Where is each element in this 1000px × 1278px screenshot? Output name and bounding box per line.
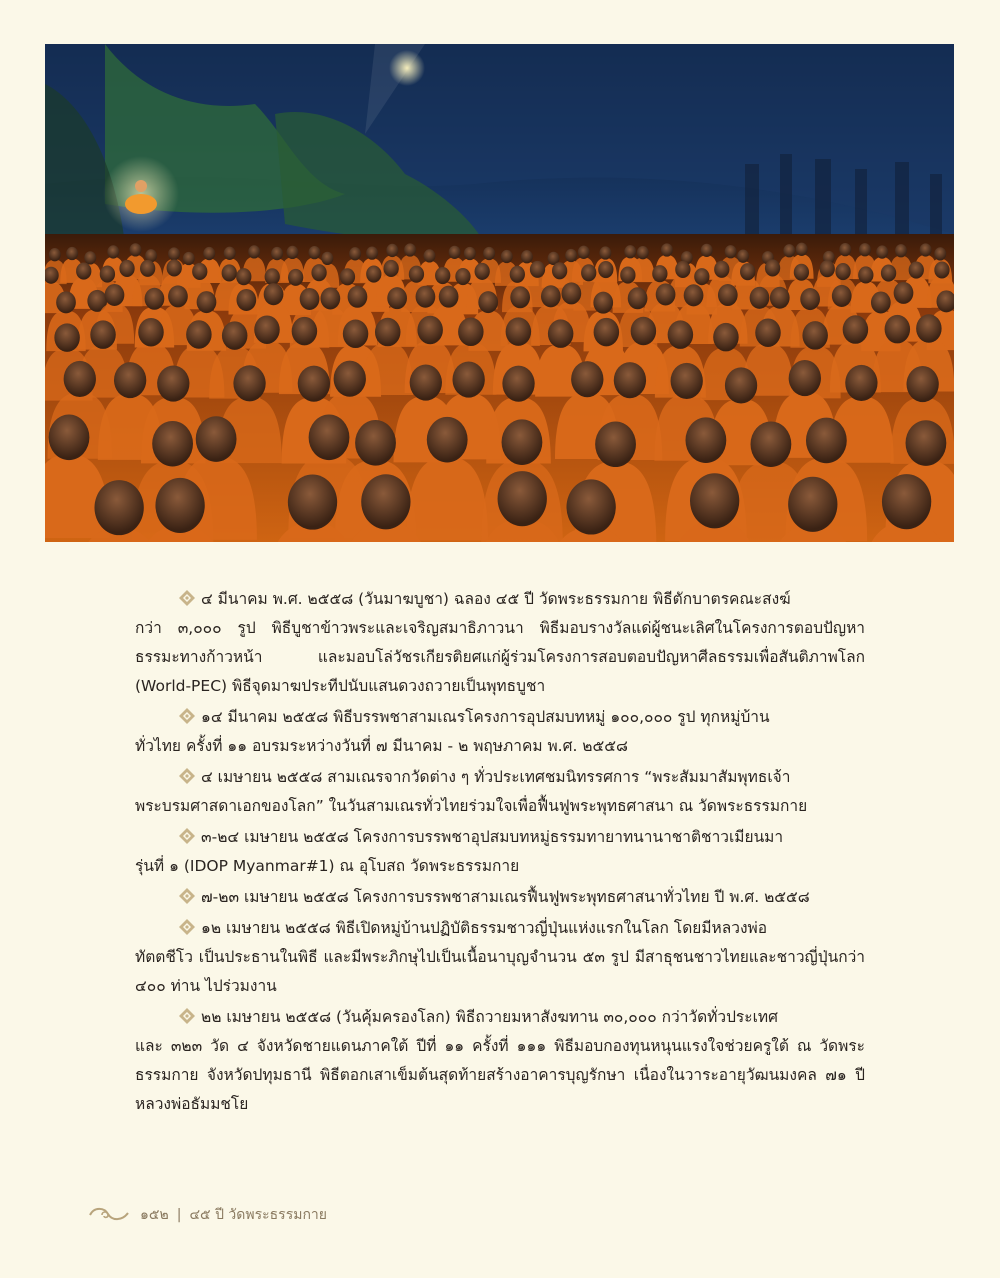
event-paragraph — [135, 914, 865, 1001]
swirl-ornament-icon — [88, 1205, 132, 1225]
paragraph-lead-text: ๔ มีนาคม พ.ศ. ๒๕๕๘ (วันมาฆบูชา) ฉลอง ๔๕ ปี วัดพระธรรมกาย พิธีตักบาตรคณะสงฆ์ — [201, 590, 791, 608]
diamond-ornament-icon — [179, 888, 195, 904]
paragraph-first-line — [135, 914, 865, 943]
event-paragraph — [135, 1003, 865, 1119]
paragraph-lead-text: ๓-๒๔ เมษายน ๒๕๕๘ โครงการบรรพชาอุปสมบทหมู่ธรรมทายาทนานาชาติชาวเมียนมา — [201, 828, 784, 846]
diamond-ornament-icon — [179, 1008, 195, 1024]
diamond-ornament-icon — [179, 708, 195, 724]
book-title: ๔๕ ปี วัดพระธรรมกาย — [189, 1207, 327, 1223]
diamond-ornament-icon — [179, 590, 195, 606]
paragraph-lead-text: ๒๒ เมษายน ๒๕๕๘ (วันคุ้มครองโลก) พิธีถวายมหาสังฆทาน ๓๐,๐๐๐ กว่าวัดทั่วประเทศ — [201, 1008, 778, 1026]
hero-photo — [45, 44, 954, 542]
event-paragraph — [135, 585, 865, 701]
paragraph-first-line — [135, 883, 865, 912]
paragraph-first-line — [135, 823, 865, 852]
page-number: ๑๕๒ — [140, 1207, 169, 1223]
paragraph-lead-text: ๔ เมษายน ๒๕๕๘ สามเณรจากวัดต่าง ๆ ทั่วประเทศชมนิทรรศการ “พระสัมมาสัมพุทธเจ้า — [201, 768, 791, 786]
paragraph-lead-text: ๑๒ เมษายน ๒๕๕๘ พิธีเปิดหมู่บ้านปฏิบัติธรรมชาวญี่ปุ่นแห่งแรกในโลก โดยมีหลวงพ่อ — [201, 919, 768, 937]
event-paragraph — [135, 823, 865, 881]
paragraph-first-line — [135, 763, 865, 792]
paragraph-lead-text: ๑๔ มีนาคม ๒๕๕๘ พิธีบรรพชาสามเณรโครงการอุปสมบทหมู่ ๑๐๐,๐๐๐ รูป ทุกหมู่บ้าน — [201, 708, 770, 726]
paragraph-first-line — [135, 1003, 865, 1032]
paragraph-continuation: ทั่วไทย ครั้งที่ ๑๑ อบรมระหว่างวันที่ ๗ มีนาคม - ๒ พฤษภาคม พ.ศ. ๒๕๕๘ — [135, 737, 628, 755]
article-body — [135, 585, 865, 1121]
paragraph-continuation: รุ่นที่ ๑ (IDOP Myanmar#1) ณ อุโบสถ วัดพระธรรมกาย — [135, 857, 520, 875]
page-footer — [88, 1203, 327, 1227]
paragraph-continuation: ทัตตชีโว เป็นประธานในพิธี และมีพระภิกษุไปเป็นเนื้อนาบุญจำนวน ๕๓ รูป มีสาธุชนชาวไทยและชาวญี่ปุ่นกว่า ๔๐๐ ท่าน ไปร่วมงาน — [135, 948, 865, 995]
event-paragraph — [135, 763, 865, 821]
paragraph-continuation: และ ๓๒๓ วัด ๔ จังหวัดชายแดนภาคใต้ ปีที่ ๑๑ ครั้งที่ ๑๑๑ พิธีมอบกองทุนหนุนแรงใจช่วยครูใต้ ณ วัดพระธรรมกาย จังหวัดปทุมธานี พิธีตอกเสาเข็มต้นสุดท้ายสร้างอาคารบุญรักษา เนื่องในวาระอายุวัฒนมงคล ๗๑ ปี หลวงพ่อธัมมชโย — [135, 1037, 865, 1113]
paragraph-continuation: พระบรมศาสดาเอกของโลก” ในวันสามเณรทั่วไทยร่วมใจเพื่อฟื้นฟูพระพุทธศาสนา ณ วัดพระธรรมกาย — [135, 797, 808, 815]
monks-gathering-image — [45, 44, 954, 542]
paragraph-first-line — [135, 703, 865, 732]
diamond-ornament-icon — [179, 828, 195, 844]
paragraph-first-line — [135, 585, 865, 614]
diamond-ornament-icon — [179, 768, 195, 784]
paragraph-lead-text: ๗-๒๓ เมษายน ๒๕๕๘ โครงการบรรพชาสามเณรฟื้นฟูพระพุทธศาสนาทั่วไทย ปี พ.ศ. ๒๕๕๘ — [201, 888, 810, 906]
paragraph-continuation: กว่า ๓,๐๐๐ รูป พิธีบูชาข้าวพระและเจริญสมาธิภาวนา พิธีมอบรางวัลแด่ผู้ชนะเลิศในโครงการตอบปัญหาธรรมะทางก้าวหน้า และมอบโล่วัชรเกียรติยศแก่ผู้ร่วมโครงการสอบตอบปัญหาศีลธรรมเพื่อสันติภาพโลก (World-PEC) พิธีจุดมาฆประทีปนับแสนดวงถวายเป็นพุทธบูชา — [135, 619, 865, 695]
event-paragraph — [135, 883, 865, 912]
diamond-ornament-icon — [179, 919, 195, 935]
footer-separator: | — [176, 1207, 182, 1223]
event-paragraph — [135, 703, 865, 761]
